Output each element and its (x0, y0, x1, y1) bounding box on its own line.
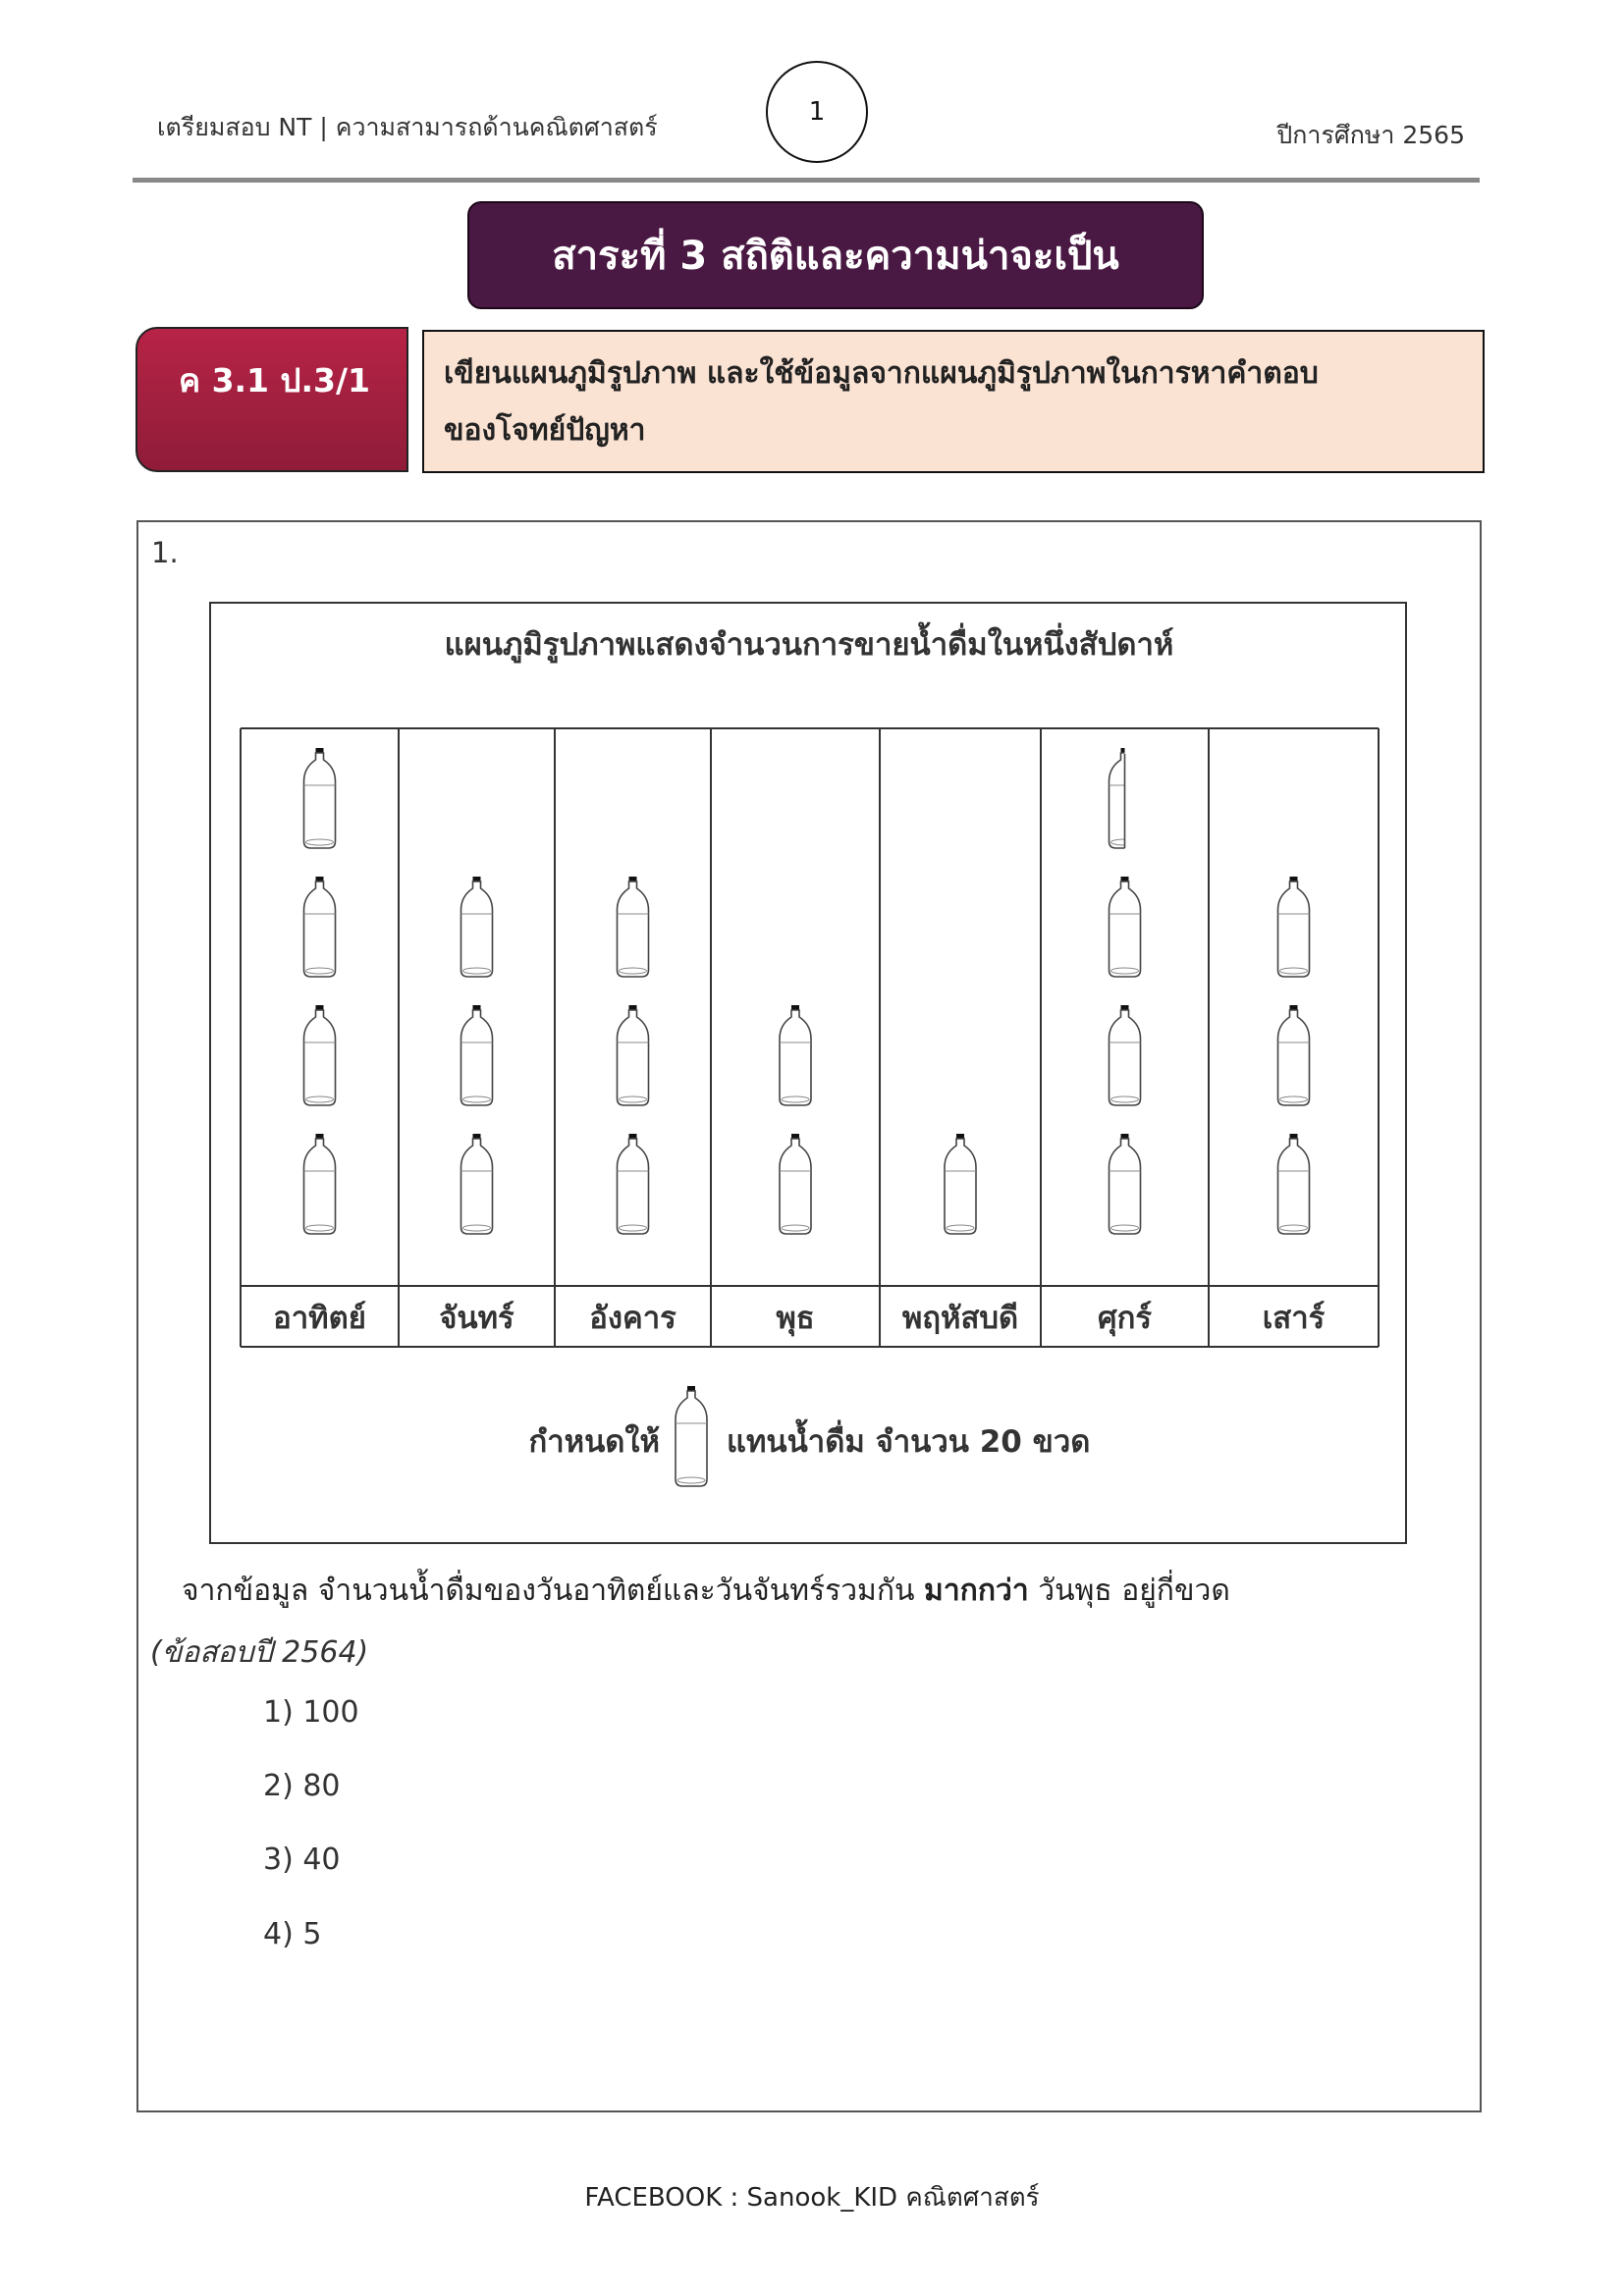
indicator-code: ค 3.1 ป.3/1 (135, 327, 408, 472)
key-text: แทนน้ำดื่ม จำนวน 20 ขวด (727, 1424, 1091, 1460)
category-label: อาทิตย์ (273, 1301, 366, 1336)
pictograph-chart (208, 601, 1410, 1547)
indicator-description (422, 330, 1485, 473)
question-text-after: วันพุธ อยู่กี่ขวด (1028, 1574, 1230, 1608)
question-text (182, 1568, 1230, 1614)
choice-4[interactable]: 4) 5 (263, 1917, 322, 1951)
indicator-line-1: เขียนแผนภูมิรูปภาพ และใช้ข้อมูลจากแผนภูมิรูปภาพในการหาคำตอบ (444, 356, 1319, 391)
header-right-text: ปีการศึกษา 2565 (1276, 121, 1465, 149)
category-label: เสาร์ (1262, 1301, 1326, 1336)
category-label: ศุกร์ (1097, 1301, 1153, 1336)
choice-2[interactable]: 2) 80 (263, 1769, 341, 1803)
question-source: (ข้อสอบปี 2564) (150, 1635, 369, 1670)
category-label: อังคาร (589, 1301, 677, 1336)
chart-title: แผนภูมิรูปภาพแสดงจำนวนการขายน้ำดื่มในหนึ่งสัปดาห์ (444, 627, 1174, 663)
question-text-bold: มากกว่า (924, 1574, 1029, 1608)
header-divider (133, 178, 1480, 183)
header-left-text: เตรียมสอบ NT | ความสามารถด้านคณิตศาสตร์ (157, 113, 658, 141)
question-number: 1. (151, 536, 179, 569)
indicator-line-2: ของโจทย์ปัญหา (444, 413, 646, 448)
category-label: พฤหัสบดี (901, 1301, 1019, 1336)
choice-3[interactable]: 3) 40 (263, 1842, 341, 1877)
question-text-before: จากข้อมูล จำนวนน้ำดื่มของวันอาทิตย์และวันจันทร์รวมกัน (182, 1574, 925, 1608)
page-number: 1 (766, 61, 868, 163)
footer-text: FACEBOOK : Sanook_KID คณิตศาสตร์ (584, 2183, 1040, 2213)
key-prefix: กำหนดให้ (528, 1424, 660, 1460)
category-label: จันทร์ (439, 1301, 514, 1336)
strand-title: สาระที่ 3 สถิติและความน่าจะเป็น (467, 201, 1204, 309)
category-label: พุธ (776, 1301, 815, 1336)
choice-1[interactable]: 1) 100 (263, 1695, 359, 1730)
